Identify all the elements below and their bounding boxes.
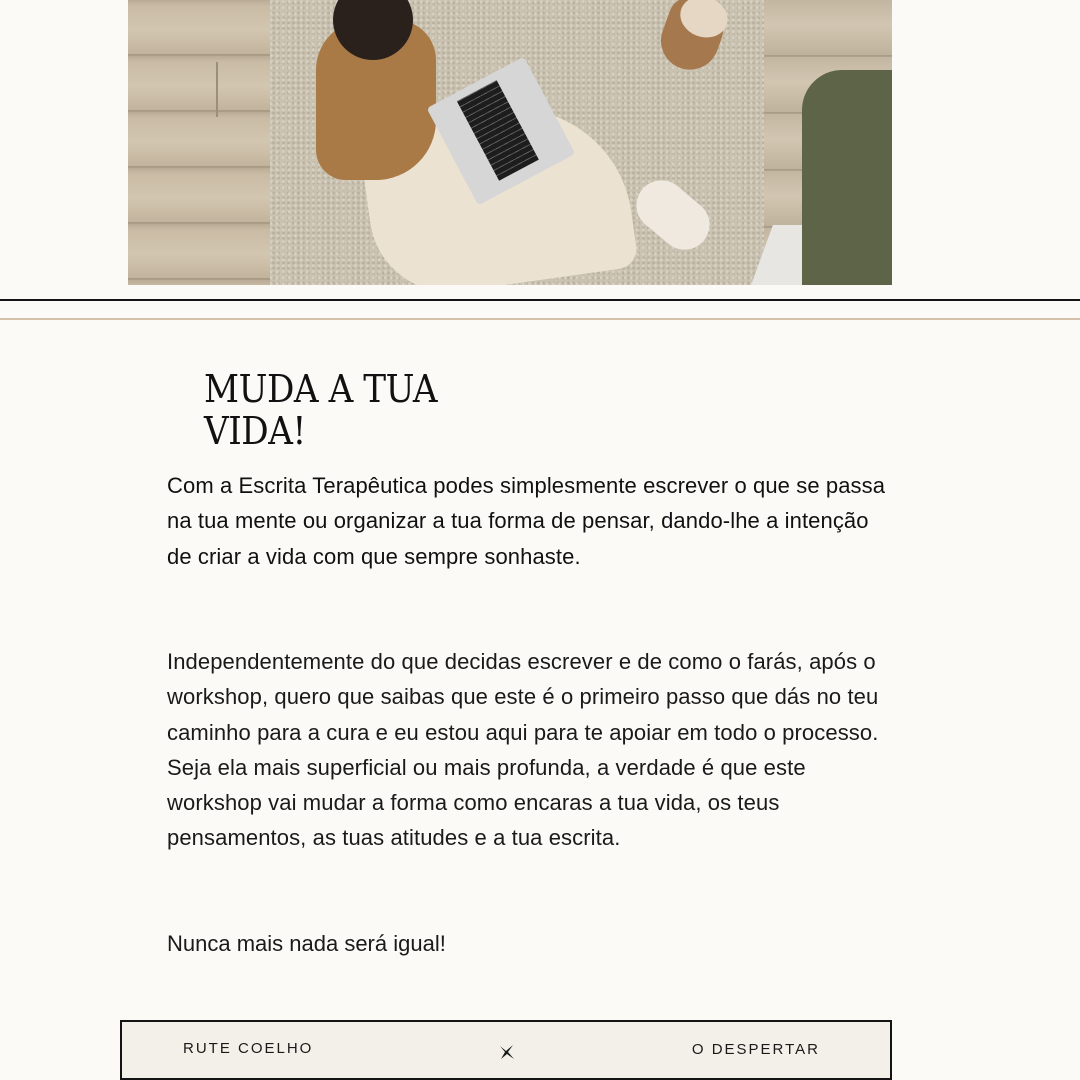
divider-accent bbox=[0, 318, 1080, 320]
four-point-star-icon bbox=[498, 1043, 516, 1061]
footer-bar bbox=[120, 1020, 892, 1080]
title-line-1: MUDA A TUA bbox=[204, 367, 438, 411]
page-title bbox=[204, 368, 492, 452]
intro-paragraph: Com a Escrita Terapêutica podes simplesmente escrever o que se passa na tua mente ou organizar a tua forma de pensar, dando-lhe a intenção de criar a vida com que sempre sonhaste. bbox=[167, 473, 886, 569]
footer-author: RUTE COELHO bbox=[183, 1040, 314, 1057]
divider-black bbox=[0, 299, 1080, 301]
title-line-2: VIDA! bbox=[204, 409, 306, 453]
body-paragraph: Independentemente do que decidas escrever e de como o farás, após o workshop, quero que saibas que este é o primeiro passo que dás no teu caminho para a cura e eu estou aqui para te apoiar em todo o processo. Seja ela mais superficial ou mais profunda, a verdade é que este workshop vai mudar a forma como encaras a tua vida, os teus pensamentos, as tuas atitudes e a tua escrita. bbox=[167, 649, 879, 851]
green-blanket bbox=[802, 70, 892, 285]
closing-line: Nunca mais nada será igual! bbox=[167, 931, 446, 956]
wood-floor-left bbox=[128, 0, 270, 285]
footer-brand: O DESPERTAR bbox=[691, 1041, 820, 1058]
hero-image bbox=[128, 0, 892, 285]
